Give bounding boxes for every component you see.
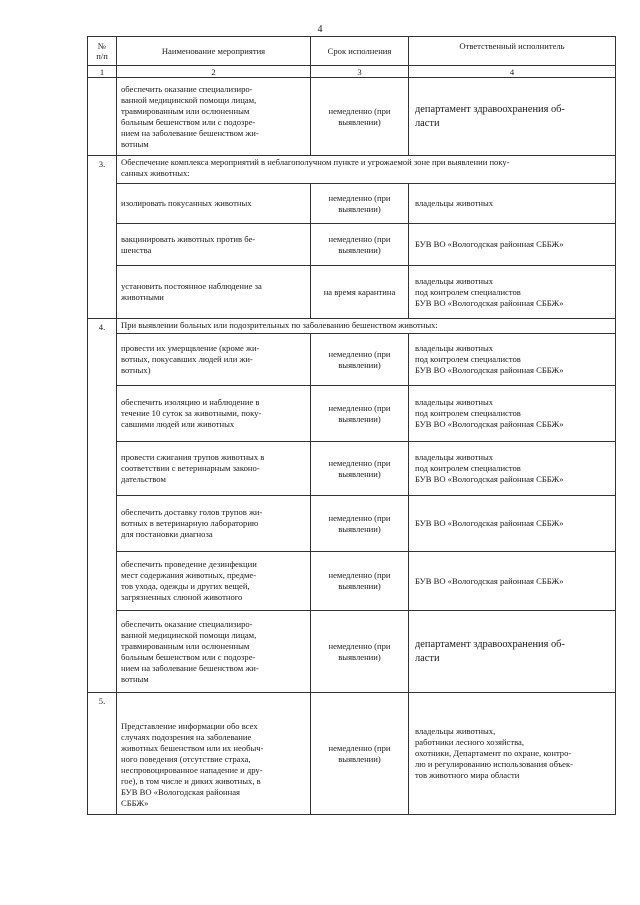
section-3-header (88, 156, 616, 184)
action-cell: установить постоянное наблюдение за животными (117, 266, 311, 319)
table-header-row (88, 37, 616, 66)
responsible-cell: БУВ ВО «Вологодская районная СББЖ» (409, 552, 616, 611)
section-number: 5. (88, 693, 117, 815)
table-row (88, 386, 616, 442)
table-row (88, 442, 616, 496)
column-index: 3 (311, 66, 409, 78)
action-cell: Представление информации обо всех случаях подозрения на заболевание животных бешенством или их необыч- ного поведения (отсутствие страха, неспровоцированное нападение и дру- гое), в том числе и диких животных, в БУВ ВО «Вологодская районная СББЖ» (117, 693, 311, 815)
term-cell: немедленно (при выявлении) (311, 386, 409, 442)
column-index: 1 (88, 66, 117, 78)
table-row (88, 78, 616, 156)
term-cell: на время карантина (311, 266, 409, 319)
term-cell: немедленно (при выявлении) (311, 334, 409, 386)
header-action: Наименование мероприятия (117, 37, 311, 66)
table-row (88, 334, 616, 386)
column-index: 2 (117, 66, 311, 78)
header-responsible: Ответственный исполнитель (409, 37, 616, 66)
responsible-cell: владельцы животных под контролем специалистов БУВ ВО «Вологодская районная СББЖ» (409, 386, 616, 442)
term-cell: немедленно (при выявлении) (311, 184, 409, 224)
header-term: Срок исполнения (311, 37, 409, 66)
term-cell: немедленно (при выявлении) (311, 78, 409, 156)
term-cell: немедленно (при выявлении) (311, 224, 409, 266)
term-cell: немедленно (при выявлении) (311, 496, 409, 552)
action-cell: обеспечить изоляцию и наблюдение в течение 10 суток за животными, поку- савшими людей или животных (117, 386, 311, 442)
action-cell: обеспечить проведение дезинфекции мест содержания животных, предме- тов ухода, одежды и других вещей, загрязненных слюной животного (117, 552, 311, 611)
column-index: 4 (409, 66, 616, 78)
table-row (88, 266, 616, 319)
action-cell: обеспечить оказание специализиро- ванной медицинской помощи лицам, травмированным или ослюненным больным бешенством или с подозре- нием на заболевание бешенством жи- вотным (117, 78, 311, 156)
responsible-cell: БУВ ВО «Вологодская районная СББЖ» (409, 224, 616, 266)
table-row (88, 611, 616, 693)
responsible-cell: владельцы животных под контролем специалистов БУВ ВО «Вологодская районная СББЖ» (409, 266, 616, 319)
responsible-cell: БУВ ВО «Вологодская районная СББЖ» (409, 496, 616, 552)
responsible-cell: владельцы животных (409, 184, 616, 224)
section-title: При выявлении больных или подозрительных по заболеванию бешенством животных: (117, 319, 616, 334)
table-row (88, 224, 616, 266)
action-cell: провести их умерщвление (кроме жи- вотных, покусавших людей или жи- вотных) (117, 334, 311, 386)
term-cell: немедленно (при выявлении) (311, 693, 409, 815)
page-number: 4 (317, 24, 323, 35)
table-row (88, 184, 616, 224)
term-cell: немедленно (при выявлении) (311, 611, 409, 693)
term-cell: немедленно (при выявлении) (311, 442, 409, 496)
measures-table (87, 36, 616, 815)
section-4-header (88, 319, 616, 334)
action-cell: обеспечить оказание специализиро- ванной медицинской помощи лицам, травмированным или ослюненным больным бешенством или с подозре- нием на заболевание бешенством жи- вотным (117, 611, 311, 693)
section-number: 3. (88, 156, 117, 319)
table-row (88, 496, 616, 552)
term-cell: немедленно (при выявлении) (311, 552, 409, 611)
responsible-cell: департамент здравоохранения об- ласти (409, 78, 616, 156)
column-index-row (88, 66, 616, 78)
header-number: № п/п (88, 37, 117, 66)
section-number: 4. (88, 319, 117, 693)
responsible-cell: владельцы животных, работники лесного хозяйства, охотники, Департамент по охране, контро- лю и регулированию использования объек- тов животного мира области (409, 693, 616, 815)
responsible-cell: владельцы животных под контролем специалистов БУВ ВО «Вологодская районная СББЖ» (409, 442, 616, 496)
section-5-row (88, 693, 616, 815)
section-title: Обеспечение комплекса мероприятий в неблагополучном пункте и угрожаемой зоне при выявлении поку- санных животных: (117, 156, 616, 184)
action-cell: вакцинировать животных против бе- шенства (117, 224, 311, 266)
responsible-cell: департамент здравоохранения об- ласти (409, 611, 616, 693)
action-cell: изолировать покусанных животных (117, 184, 311, 224)
table-row (88, 552, 616, 611)
action-cell: провести сжигания трупов животных в соответствии с ветеринарным законо- дательством (117, 442, 311, 496)
action-cell: обеспечить доставку голов трупов жи- вотных в ветеринарную лабораторию для постановки диагноза (117, 496, 311, 552)
responsible-cell: владельцы животных под контролем специалистов БУВ ВО «Вологодская районная СББЖ» (409, 334, 616, 386)
